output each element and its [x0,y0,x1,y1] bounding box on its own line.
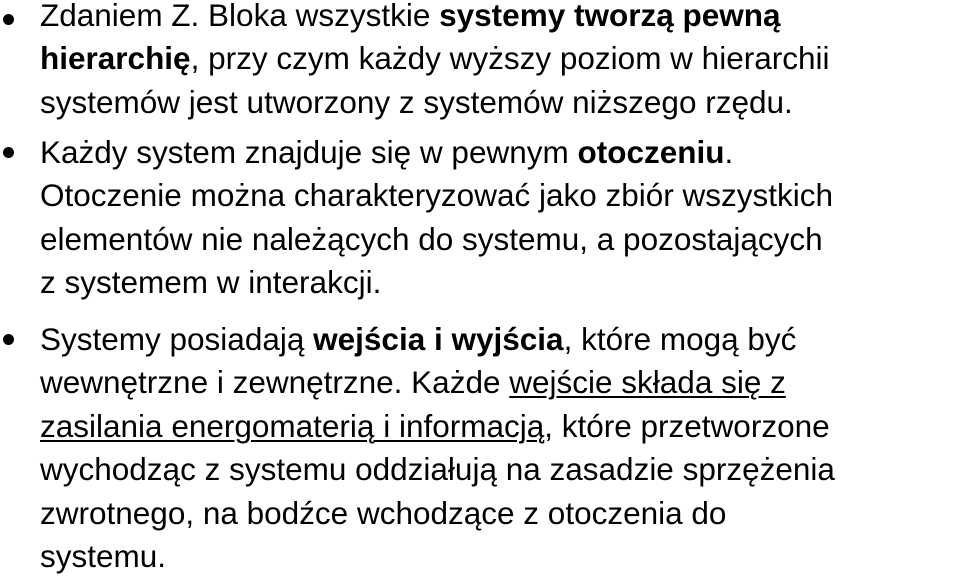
text-line [40,0,959,37]
bullet-dot-icon [3,14,14,25]
bold-text-run: hierarchię [40,40,191,77]
text-run: Systemy posiadają [40,321,314,357]
text-line [40,37,959,80]
text-run: elementów nie należących do systemu, a pozostających [40,220,823,257]
text-run: Otoczenie można charakteryzować jako zbiór wszystkich [40,177,834,214]
text-run: Każdy system znajduje się w pewnym [40,134,578,170]
bullet-dot-icon [3,334,14,345]
bullet-text [40,0,959,124]
text-line [40,361,959,404]
text-run: systemu. [40,537,167,574]
text-line [40,131,959,174]
text-line [40,81,959,124]
text-line [40,535,959,578]
underlined-text-run: wejście składa się z [509,364,786,401]
text-line [40,448,959,491]
text-line [40,405,959,448]
text-run: , które przetworzone [544,407,830,444]
bold-text-run: otoczeniu [577,134,725,170]
bullet-text [40,131,959,305]
text-line [40,261,959,304]
text-line [40,174,959,217]
text-run: wewnętrzne i zewnętrzne. Każde [40,364,510,401]
text-run: . [724,134,734,170]
underlined-text-run: zasilania energomaterią i informacją [40,407,545,444]
bullet-text [40,318,959,578]
text-run: z systemem w interakcji. [40,264,382,301]
text-run: systemów jest utworzony z systemów niższego rzędu. [40,83,793,120]
text-run: wychodząc z systemu oddziałują na zasadzie sprzężenia [40,451,835,488]
text-run: , przy czym każdy wyższy poziom w hierarchii [190,40,830,77]
text-line [40,492,959,535]
text-run: , które mogą być [563,321,797,357]
bold-text-run: wejścia i wyjścia [313,321,564,357]
text-run: Zdaniem Z. Bloka wszystkie [40,0,440,33]
text-run: zwrotnego, na bodźce wchodzące z otoczenia do [40,494,727,531]
text-line [40,318,959,361]
bullet-dot-icon [3,147,14,158]
bold-text-run: systemy tworzą pewną [439,0,781,33]
text-line [40,218,959,261]
